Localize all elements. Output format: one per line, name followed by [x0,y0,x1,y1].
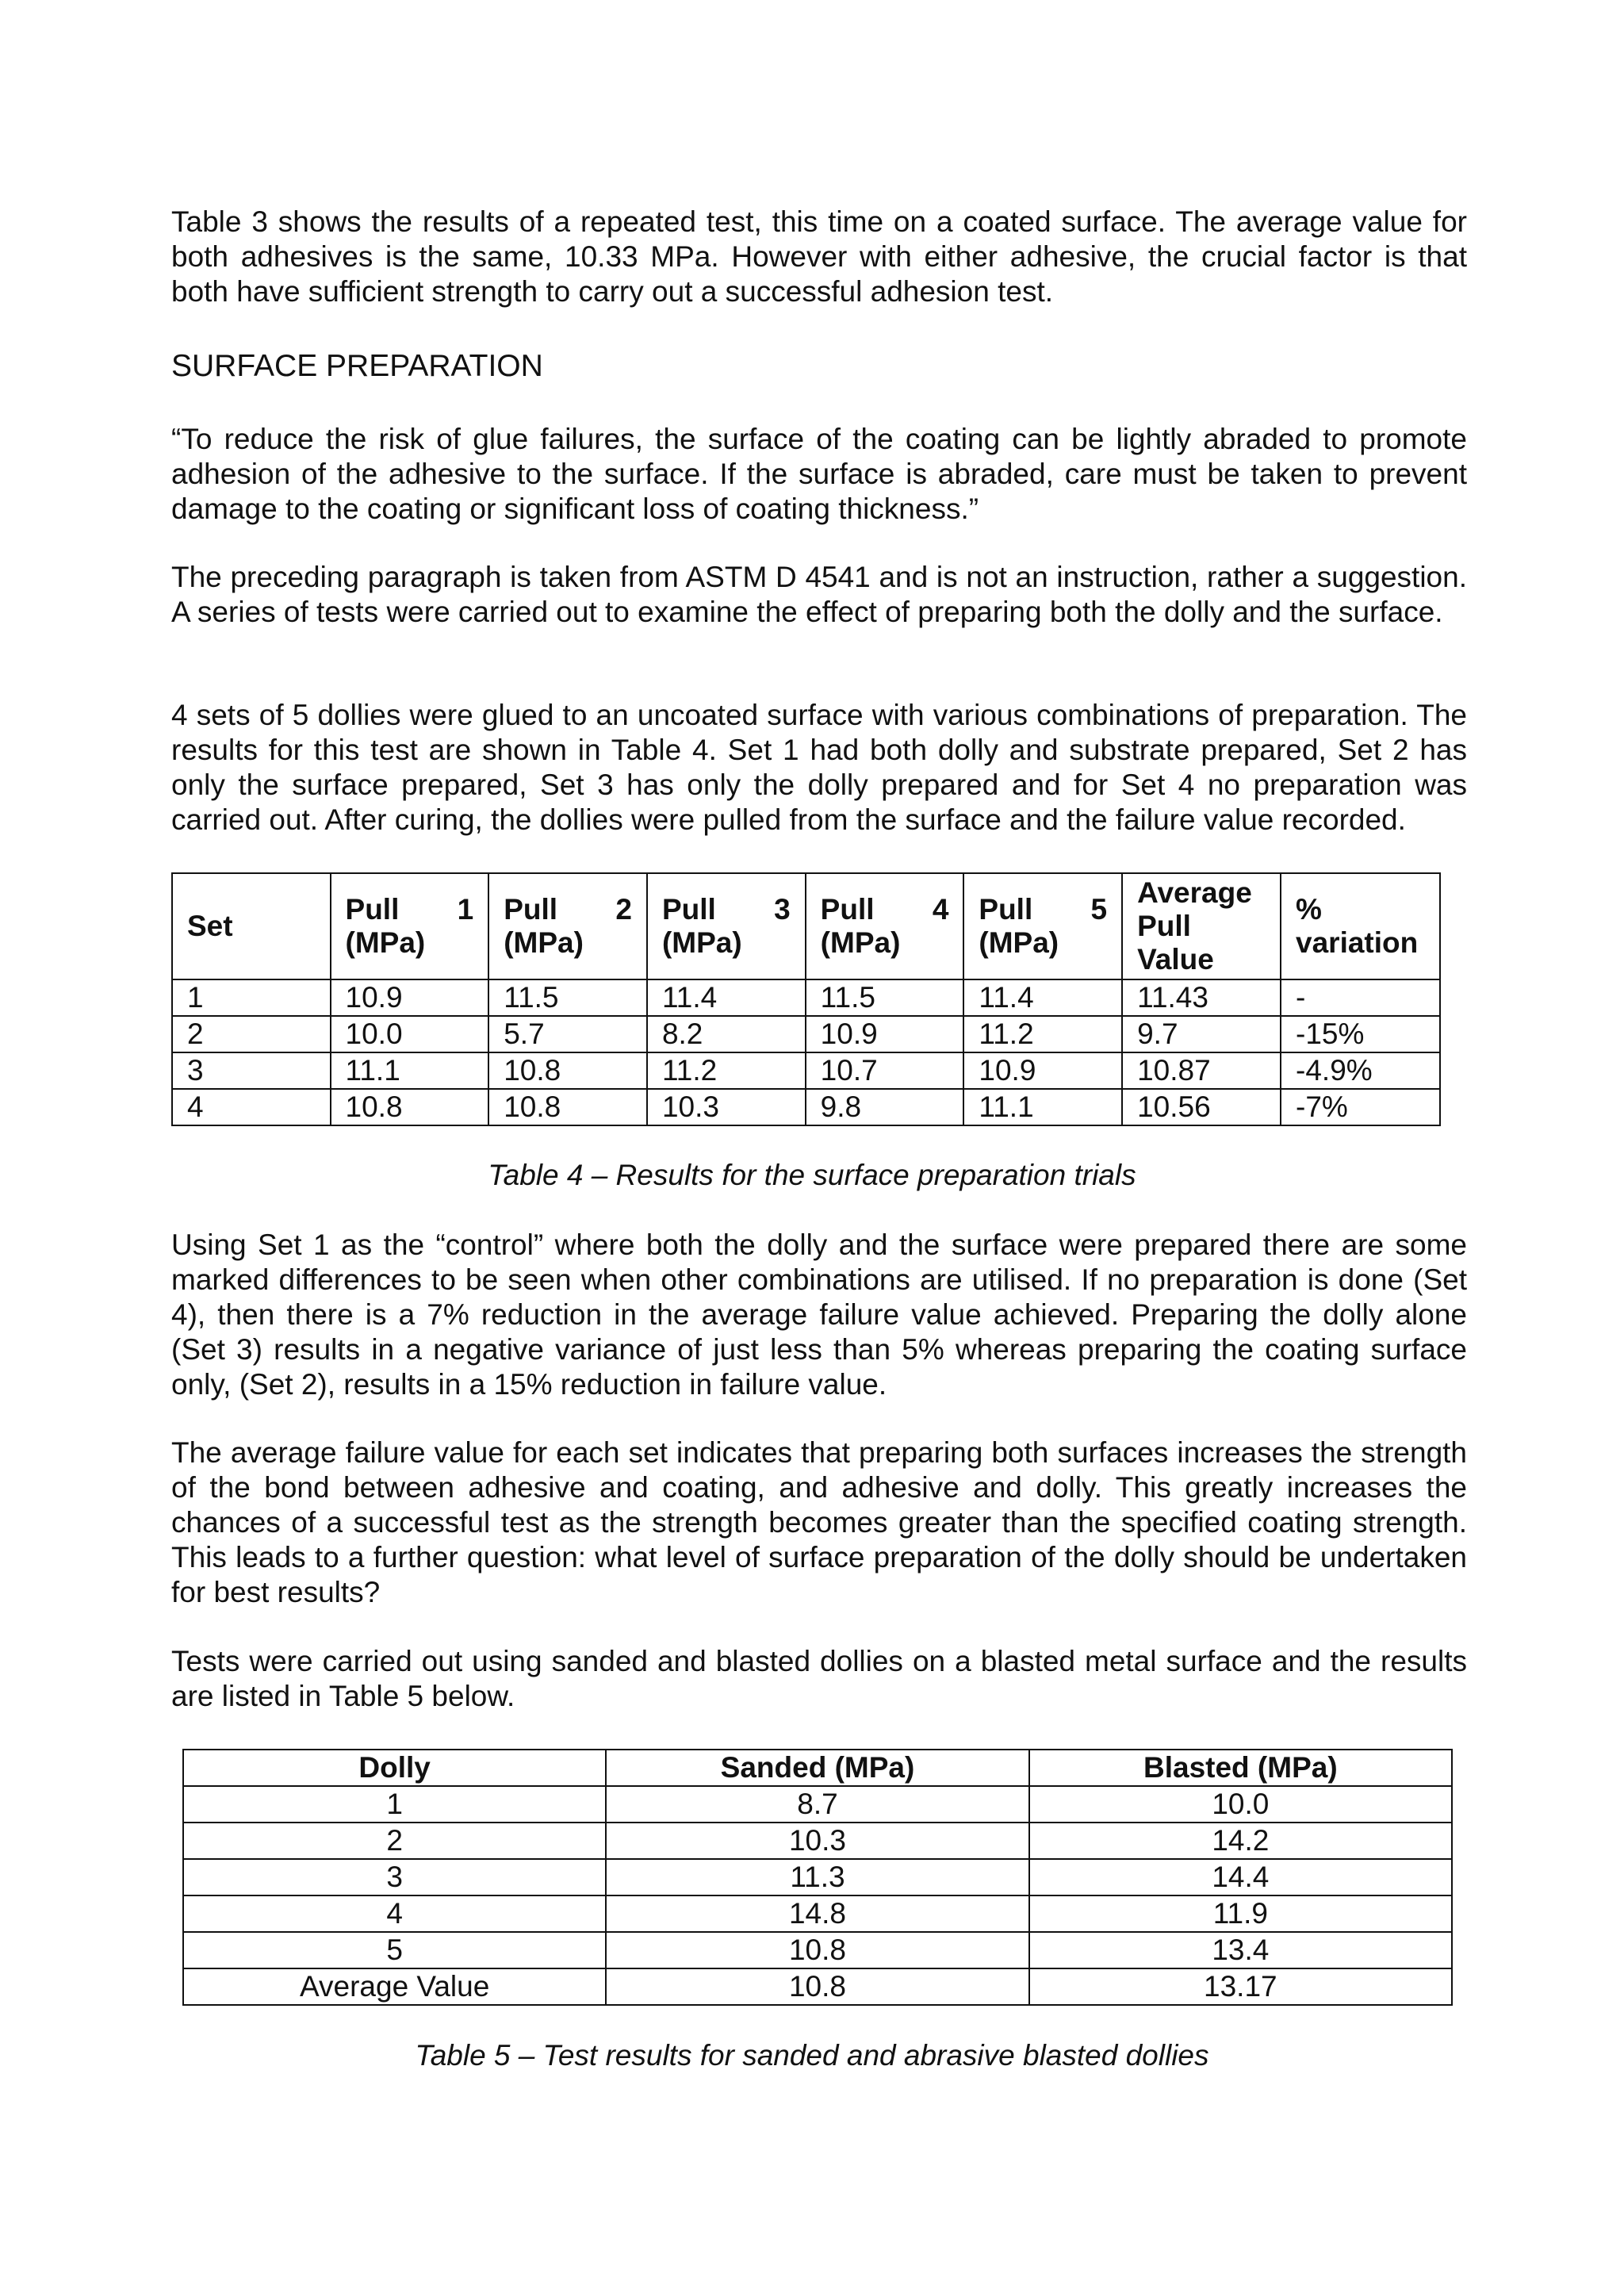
table-5 [182,1749,1453,2006]
preceding-paragraph: The preceding paragraph is taken from ASTM D 4541 and is not an instruction, rather a suggestion. A series of tests were carried out to examine the effect of preparing both the dolly and the surface. [171,561,1467,628]
cell: 10.8 [606,1932,1028,1968]
header-pull-3: Pull 3 (MPa) [647,873,806,979]
header-average: Average Pull Value [1122,873,1281,979]
cell: 4 [183,1895,606,1932]
table-row [172,1016,1440,1052]
cell: 10.3 [647,1089,806,1125]
cell: 1 [172,979,331,1016]
header-blasted: Blasted (MPa) [1029,1750,1452,1786]
cell: 10.9 [806,1016,964,1052]
header-sanded: Sanded (MPa) [606,1750,1028,1786]
intro-paragraph: Table 3 shows the results of a repeated test, this time on a coated surface. The average value for both adhesives is the same, 10.33 MPa. However with either adhesive, the crucial factor is that both have sufficient strength to carry out a successful adhesion test. [171,205,1467,308]
cell: 11.5 [488,979,647,1016]
cell: -15% [1281,1016,1440,1052]
table-row [172,1052,1440,1089]
cell: 11.1 [331,1052,489,1089]
cell: -4.9% [1281,1052,1440,1089]
cell: 5.7 [488,1016,647,1052]
cell: 8.7 [606,1786,1028,1823]
table-5-caption: Table 5 – Test results for sanded and abrasive blasted dollies [415,2039,1209,2072]
cell: 9.8 [806,1089,964,1125]
table-row [183,1932,1452,1968]
cell: 14.8 [606,1895,1028,1932]
cell: 10.87 [1122,1052,1281,1089]
cell: 13.17 [1029,1968,1452,2005]
cell: 3 [172,1052,331,1089]
cell: 10.9 [963,1052,1122,1089]
cell: 10.8 [606,1968,1028,2005]
cell: 10.8 [331,1089,489,1125]
cell: 11.4 [963,979,1122,1016]
tests-paragraph: Tests were carried out using sanded and blasted dollies on a blasted metal surface and the results are listed in Table 5 below. [171,1645,1467,1712]
header-pull-2: Pull 2 (MPa) [488,873,647,979]
table-row [172,979,1440,1016]
cell: 11.5 [806,979,964,1016]
quote-paragraph: “To reduce the risk of glue failures, the surface of the coating can be lightly abraded to promote adhesion of the adhesive to the surface. If the surface is abraded, care must be taken to prevent damage to the coating or significant loss of coating thickness.” [171,423,1467,525]
cell: 11.1 [963,1089,1122,1125]
cell: 10.9 [331,979,489,1016]
header-pull-5: Pull 5 (MPa) [963,873,1122,979]
cell: 11.43 [1122,979,1281,1016]
cell: 13.4 [1029,1932,1452,1968]
cell: 10.7 [806,1052,964,1089]
table-row [172,1089,1440,1125]
header-pull-1: Pull 1 (MPa) [331,873,489,979]
cell: 10.0 [331,1016,489,1052]
cell: 8.2 [647,1016,806,1052]
cell: - [1281,979,1440,1016]
header-pull-4: Pull 4 (MPa) [806,873,964,979]
cell: 10.8 [488,1052,647,1089]
table-4-caption: Table 4 – Results for the surface preparation trials [488,1159,1136,1191]
cell: 14.4 [1029,1859,1452,1895]
cell: 11.3 [606,1859,1028,1895]
cell: -7% [1281,1089,1440,1125]
cell: 2 [183,1823,606,1859]
cell: 10.56 [1122,1089,1281,1125]
table-row [183,1968,1452,2005]
cell: 14.2 [1029,1823,1452,1859]
cell: 10.0 [1029,1786,1452,1823]
cell: 4 [172,1089,331,1125]
cell: Average Value [183,1968,606,2005]
cell: 11.2 [963,1016,1122,1052]
control-paragraph: Using Set 1 as the “control” where both the dolly and the surface were prepared there are some marked differences to be seen when other combinations are utilised. If no preparation is done (Set 4), then there is a 7% reduction in the average failure value achieved. Preparing the dolly alone (Set 3) results in a negative variance of just less than 5% whereas preparing the coating surface only, (Set 2), results in a 15% reduction in failure value. [171,1228,1467,1401]
table-4 [171,872,1441,1126]
average-paragraph: The average failure value for each set indicates that preparing both surfaces increases the strength of the bond between adhesive and coating, and adhesive and dolly. This greatly increases the chances of a successful test as the strength becomes greater than the specified coating strength. This leads to a further question: what level of surface preparation of the dolly should be undertaken for best results? [171,1436,1467,1608]
cell: 1 [183,1786,606,1823]
section-heading: SURFACE PREPARATION [171,349,543,383]
cell: 9.7 [1122,1016,1281,1052]
sets-paragraph: 4 sets of 5 dollies were glued to an uncoated surface with various combinations of preparation. The results for this test are shown in Table 4. Set 1 had both dolly and substrate prepared, Set 2 has only the surface prepared, Set 3 has only the dolly prepared and for Set 4 no preparation was carried out. After curing, the dollies were pulled from the surface and the failure value recorded. [171,699,1467,836]
header-set: Set [172,873,331,979]
table-5-header-row [183,1750,1452,1786]
table-row [183,1859,1452,1895]
cell: 10.8 [488,1089,647,1125]
header-variation: % variation [1281,873,1440,979]
cell: 2 [172,1016,331,1052]
cell: 3 [183,1859,606,1895]
cell: 11.9 [1029,1895,1452,1932]
header-dolly: Dolly [183,1750,606,1786]
cell: 10.3 [606,1823,1028,1859]
cell: 11.4 [647,979,806,1016]
cell: 11.2 [647,1052,806,1089]
table-4-header-row [172,873,1440,979]
table-row [183,1895,1452,1932]
table-row [183,1823,1452,1859]
table-row [183,1786,1452,1823]
cell: 5 [183,1932,606,1968]
